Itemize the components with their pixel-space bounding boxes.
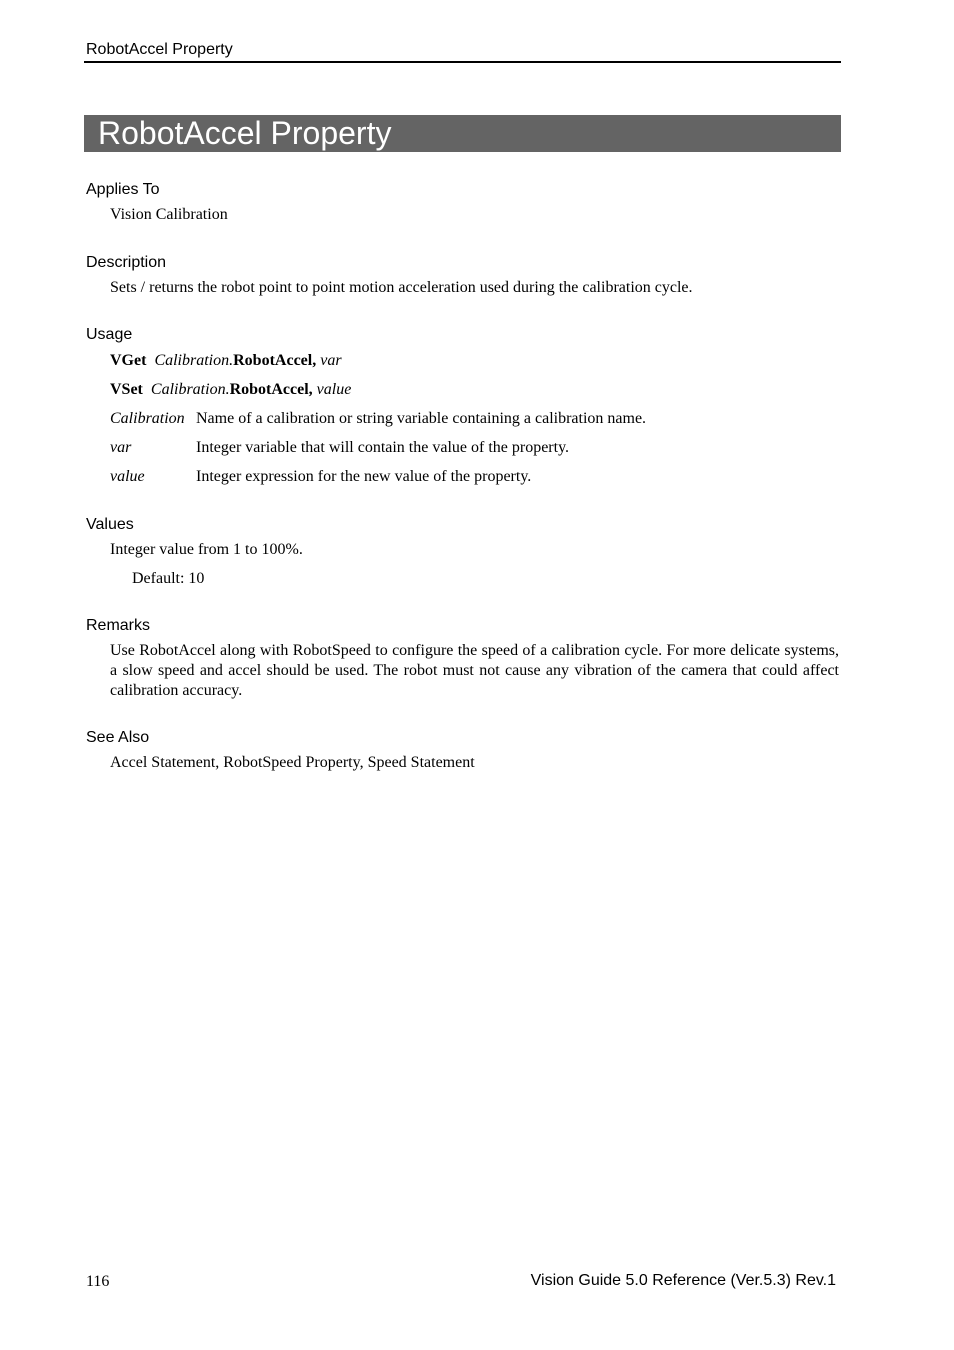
param-desc: Integer variable that will contain the value of the property. bbox=[196, 439, 570, 456]
description-heading: Description bbox=[86, 254, 167, 271]
running-header: RobotAccel Property bbox=[86, 41, 233, 58]
vget-arg: var bbox=[320, 352, 342, 369]
remarks-heading: Remarks bbox=[86, 617, 151, 634]
param-name: value bbox=[110, 468, 145, 485]
applies-to-text: Vision Calibration bbox=[110, 206, 228, 223]
values-default: Default: 10 bbox=[132, 570, 205, 587]
values-heading: Values bbox=[86, 516, 134, 533]
footer-doc-title: Vision Guide 5.0 Reference (Ver.5.3) Rev.1 bbox=[530, 1272, 836, 1289]
see-also-text: Accel Statement, RobotSpeed Property, Speed Statement bbox=[110, 754, 475, 771]
title-bar bbox=[84, 115, 841, 152]
param-name: var bbox=[110, 439, 132, 456]
vset-object: Calibration. bbox=[150, 381, 230, 398]
vget-object: Calibration. bbox=[154, 352, 234, 369]
remarks-text: Use RobotAccel along with RobotSpeed to configure the speed of a calibration cycle. For more delicate systems, a slow speed and accel should be used. The robot must not cause any vibration of the camera that could affect calibration accuracy. bbox=[110, 642, 839, 699]
usage-vset-line bbox=[110, 380, 351, 400]
values-text: Integer value from 1 to 100%. bbox=[110, 541, 303, 558]
description-text: Sets / returns the robot point to point motion acceleration used during the calibration cycle. bbox=[110, 279, 693, 296]
vset-arg: value bbox=[316, 381, 352, 398]
vget-keyword: VGet bbox=[110, 352, 147, 369]
header-rule bbox=[84, 61, 841, 63]
param-desc: Integer expression for the new value of the property. bbox=[196, 468, 532, 485]
applies-to-heading: Applies To bbox=[86, 181, 160, 198]
see-also-heading: See Also bbox=[86, 729, 150, 746]
vget-property: RobotAccel, bbox=[233, 352, 317, 369]
page-number: 116 bbox=[86, 1273, 110, 1290]
vset-keyword: VSet bbox=[110, 381, 143, 398]
usage-vget-line bbox=[110, 351, 342, 371]
param-desc: Name of a calibration or string variable containing a calibration name. bbox=[196, 410, 647, 427]
vset-property: RobotAccel, bbox=[229, 381, 313, 398]
usage-heading: Usage bbox=[86, 326, 133, 343]
page-title: RobotAccel Property bbox=[98, 115, 392, 151]
param-name: Calibration bbox=[110, 410, 185, 427]
